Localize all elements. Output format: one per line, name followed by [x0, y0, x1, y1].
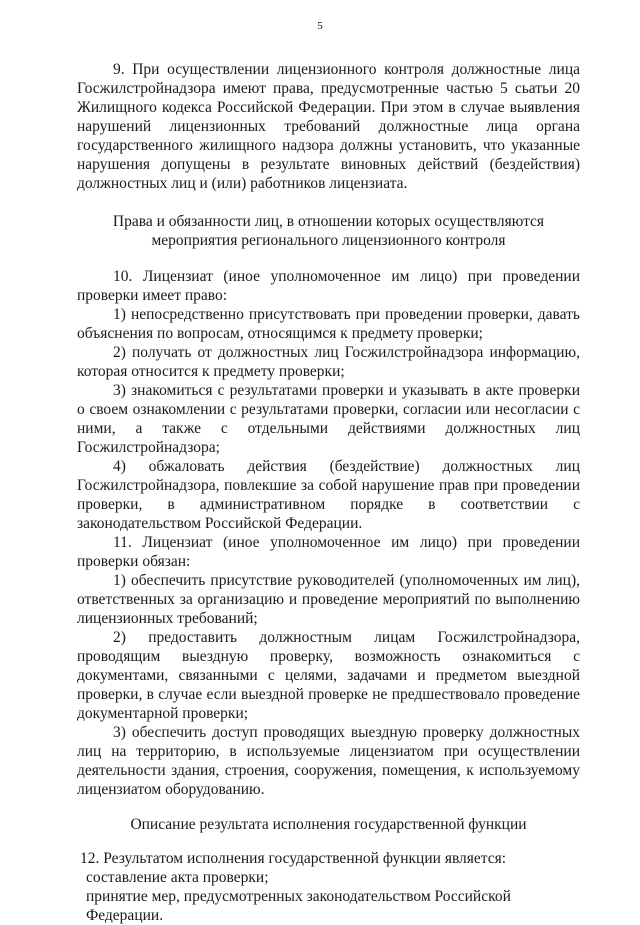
- paragraph-10-item-1: 1) непосредственно присутствовать при проведении проверки, давать объяснения по вопросам, относящимся к предмету проверки;: [77, 306, 580, 342]
- page-number: 5: [317, 20, 323, 32]
- paragraph-10-item-4: 4) обжаловать действия (бездействие) должностных лиц Госжилстройнадзора, повлекшие за собой нарушение прав при проведении проверки, в административном порядке в соответствии с законодательством Российской Федерации.: [77, 458, 580, 532]
- section-heading-rights: Права и обязанности лиц, в отношении которых осуществляются мероприятия регионального лицензионного контроля: [112, 213, 545, 249]
- paragraph-10-item-2: 2) получать от должностных лиц Госжилстройнадзора информацию, которая относится к предмету проверки;: [77, 344, 580, 380]
- paragraph-12-item-1: составление акта проверки;: [86, 869, 269, 886]
- paragraph-11-item-2: 2) предоставить должностным лицам Госжилстройнадзора, проводящим выездную проверку, возможность ознакомиться с документами, связанными с целями, задачами и предметом выездной проверки, в случае если выездной проверке не предшествовало проведение документарной проверки;: [77, 629, 580, 722]
- paragraph-11: 11. Лицензиат (иное уполномоченное им лицо) при проведении проверки обязан:: [77, 534, 580, 570]
- document-body: [77, 60, 580, 925]
- paragraph-11-item-3: 3) обеспечить доступ проводящих выездную проверку должностных лиц на территорию, в используемые лицензиатом при осуществлении деятельности здания, строения, сооружения, помещения, к используемому лицензиатом оборудованию.: [77, 724, 580, 798]
- paragraph-10-item-3: 3) знакомиться с результатами проверки и указывать в акте проверки о своем ознакомлении с результатами проверки, согласии или несогласии с ними, а также с отдельными действиями должностных лиц Госжилстройнадзора;: [77, 382, 580, 456]
- section-heading-result: Описание результата исполнения государственной функции: [130, 816, 527, 833]
- paragraph-9: 9. При осуществлении лицензионного контроля должностные лица Госжилстройнадзора имеют права, предусмотренные частью 5 сьатьи 20 Жилищного кодекса Российской Федерации. При этом в случае выявления нарушений лицензионных требований должностные лица органа государственного жилищного надзора должны установить, что указанные нарушения допущены в результате виновных действий (бездействия) должностных лиц и (или) работников лицензиата.: [77, 61, 580, 192]
- paragraph-11-item-1: 1) обеспечить присутствие руководителей (уполномоченных им лиц), ответственных за организацию и проведение мероприятий по выполнению лицензионных требований;: [77, 572, 580, 627]
- paragraph-12: 12. Результатом исполнения государственной функции является:: [80, 850, 507, 867]
- paragraph-10: 10. Лицензиат (иное уполномоченное им лицо) при проведении проверки имеет право:: [77, 268, 580, 304]
- paragraph-12-item-2: принятие мер, предусмотренных законодательством Российской Федерации.: [86, 888, 511, 924]
